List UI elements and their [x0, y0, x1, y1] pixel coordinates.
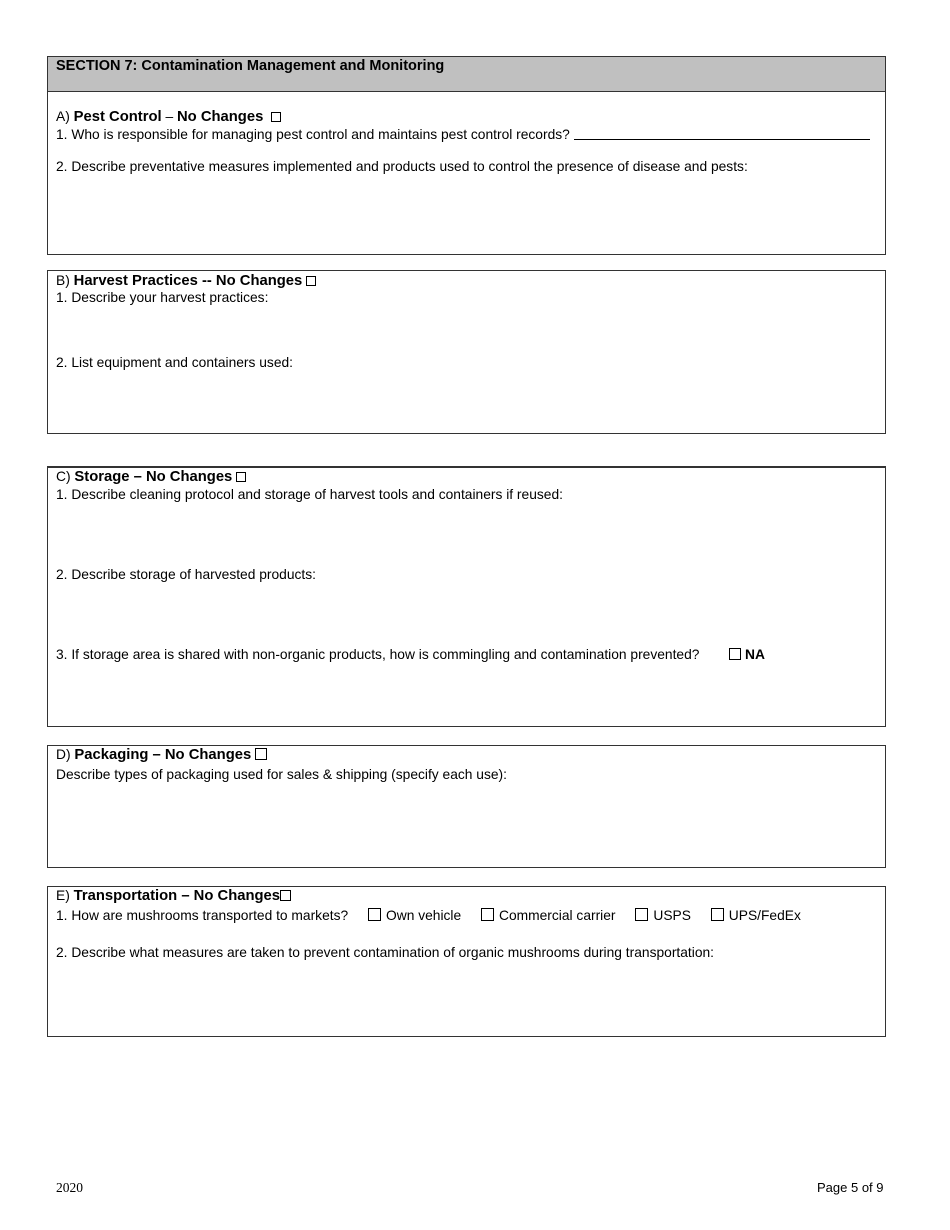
section-7-pest-control-box — [47, 56, 886, 255]
usps-label: USPS — [653, 908, 691, 923]
packaging-heading — [56, 747, 267, 763]
pest-control-dash: – — [165, 109, 174, 124]
option-usps[interactable] — [635, 908, 691, 923]
own-vehicle-label: Own vehicle — [386, 908, 462, 923]
pest-control-prefix: A) — [56, 109, 70, 124]
storage-prefix: C) — [56, 469, 71, 484]
packaging-prefix: D) — [56, 747, 71, 762]
storage-na-option — [729, 647, 765, 662]
pest-control-title: Pest Control — [73, 109, 162, 125]
harvest-title: Harvest Practices -- No Changes — [73, 273, 303, 289]
storage-no-changes-checkbox[interactable] — [236, 472, 246, 482]
footer-page-number: Page 5 of 9 — [817, 1180, 884, 1195]
storage-q1: 1. Describe cleaning protocol and storage of harvest tools and containers if reused: — [56, 487, 563, 502]
pest-control-q2: 2. Describe preventative measures implemented and products used to control the presence of disease and pests: — [56, 159, 748, 174]
transportation-q2: 2. Describe what measures are taken to prevent contamination of organic mushrooms during transportation: — [56, 945, 714, 960]
option-own-vehicle[interactable] — [368, 908, 461, 923]
section-title-bar — [48, 57, 885, 92]
packaging-title: Packaging – No Changes — [74, 747, 252, 763]
ups-fedex-checkbox[interactable] — [711, 908, 724, 921]
packaging-q1: Describe types of packaging used for sales & shipping (specify each use): — [56, 767, 507, 782]
storage-box — [47, 466, 886, 727]
storage-na-label: NA — [745, 647, 765, 662]
harvest-q1: 1. Describe your harvest practices: — [56, 290, 269, 305]
storage-q2: 2. Describe storage of harvested products: — [56, 567, 316, 582]
pest-control-q1-text: 1. Who is responsible for managing pest control and maintains pest control records? — [56, 127, 570, 142]
harvest-q2: 2. List equipment and containers used: — [56, 355, 293, 370]
harvest-prefix: B) — [56, 273, 70, 288]
storage-q3: 3. If storage area is shared with non-organic products, how is commingling and contamination prevented? — [56, 647, 700, 662]
section-title: SECTION 7: Contamination Management and Monitoring — [56, 58, 445, 74]
pest-control-q1 — [56, 127, 870, 142]
transportation-title: Transportation – No Changes — [73, 888, 281, 904]
storage-title: Storage – No Changes — [74, 469, 233, 485]
transportation-q1-text: 1. How are mushrooms transported to markets? — [56, 908, 349, 923]
commercial-carrier-checkbox[interactable] — [481, 908, 494, 921]
own-vehicle-checkbox[interactable] — [368, 908, 381, 921]
transportation-prefix: E) — [56, 888, 70, 903]
storage-na-checkbox[interactable] — [729, 648, 741, 660]
storage-heading — [56, 469, 246, 485]
pest-control-no-changes-checkbox[interactable] — [271, 112, 281, 122]
packaging-box — [47, 745, 886, 868]
transportation-no-changes-checkbox[interactable] — [280, 890, 291, 901]
option-ups-fedex[interactable] — [711, 908, 801, 923]
commercial-carrier-label: Commercial carrier — [499, 908, 616, 923]
pest-control-no-changes-label: No Changes — [176, 109, 264, 125]
pest-control-responsible-field[interactable] — [574, 127, 870, 140]
footer-year: 2020 — [56, 1180, 83, 1195]
transportation-box — [47, 886, 886, 1037]
option-commercial-carrier[interactable] — [481, 908, 616, 923]
harvest-practices-box — [47, 270, 886, 434]
transportation-heading — [56, 888, 291, 904]
harvest-no-changes-checkbox[interactable] — [306, 276, 316, 286]
harvest-heading — [56, 273, 316, 289]
transportation-q1 — [56, 908, 801, 923]
usps-checkbox[interactable] — [635, 908, 648, 921]
ups-fedex-label: UPS/FedEx — [728, 908, 801, 923]
packaging-no-changes-checkbox[interactable] — [255, 748, 267, 760]
pest-control-heading — [56, 109, 281, 125]
